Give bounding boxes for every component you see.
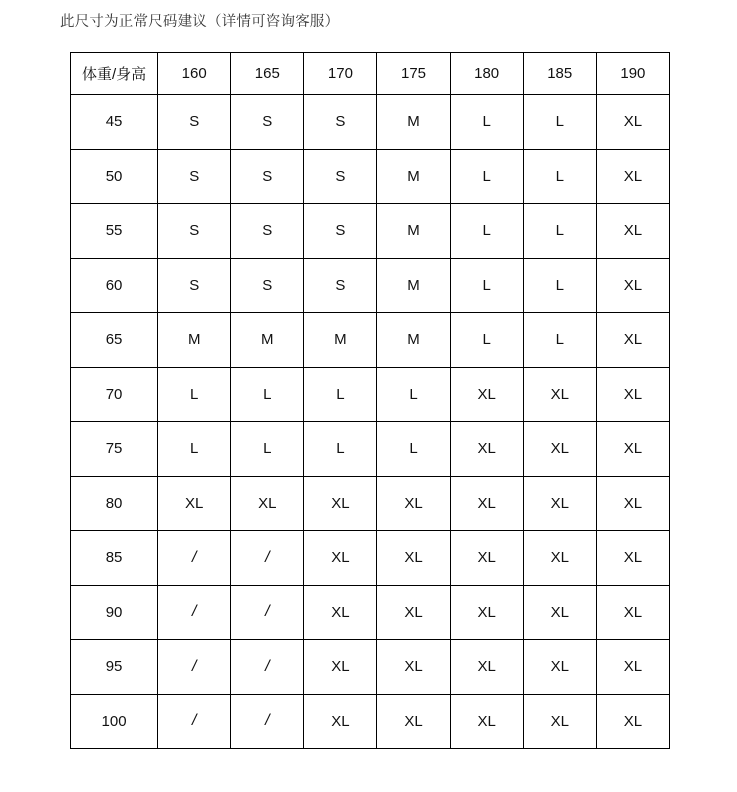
size-cell: L xyxy=(523,313,596,368)
size-cell: XL xyxy=(304,531,377,586)
size-cell: XL xyxy=(450,367,523,422)
size-cell: XL xyxy=(596,585,669,640)
row-weight: 75 xyxy=(71,422,158,477)
size-cell: XL xyxy=(377,640,450,695)
table-row xyxy=(71,204,670,259)
size-table xyxy=(70,52,670,749)
table-body xyxy=(71,95,670,749)
table-row xyxy=(71,694,670,749)
row-weight: 55 xyxy=(71,204,158,259)
size-cell: S xyxy=(231,149,304,204)
table-row xyxy=(71,149,670,204)
size-cell: XL xyxy=(596,149,669,204)
size-cell: XL xyxy=(377,476,450,531)
size-cell: L xyxy=(450,204,523,259)
size-cell: M xyxy=(377,95,450,150)
size-cell: XL xyxy=(523,476,596,531)
size-cell: XL xyxy=(158,476,231,531)
table-header xyxy=(71,53,670,95)
size-cell: XL xyxy=(523,367,596,422)
size-cell: XL xyxy=(304,694,377,749)
size-cell: XL xyxy=(450,694,523,749)
header-height-165: 165 xyxy=(231,53,304,95)
row-weight: 70 xyxy=(71,367,158,422)
table-row xyxy=(71,531,670,586)
size-cell: L xyxy=(158,367,231,422)
size-cell: L xyxy=(523,258,596,313)
row-weight: 65 xyxy=(71,313,158,368)
size-cell: S xyxy=(304,258,377,313)
size-cell: S xyxy=(158,258,231,313)
size-cell: / xyxy=(158,585,231,640)
size-cell: S xyxy=(158,204,231,259)
size-cell: XL xyxy=(450,640,523,695)
size-cell: XL xyxy=(450,476,523,531)
row-weight: 85 xyxy=(71,531,158,586)
size-cell: XL xyxy=(523,585,596,640)
size-cell: XL xyxy=(450,585,523,640)
size-cell: XL xyxy=(450,531,523,586)
size-cell: S xyxy=(158,95,231,150)
size-cell: L xyxy=(231,422,304,477)
size-cell: L xyxy=(231,367,304,422)
size-cell: L xyxy=(158,422,231,477)
header-weight-height: 体重/身高 xyxy=(71,53,158,95)
size-cell: S xyxy=(231,95,304,150)
size-cell: XL xyxy=(523,531,596,586)
size-cell: XL xyxy=(596,422,669,477)
size-cell: XL xyxy=(523,694,596,749)
table-row xyxy=(71,640,670,695)
size-cell: XL xyxy=(231,476,304,531)
size-table-container xyxy=(70,52,670,749)
size-cell: S xyxy=(231,258,304,313)
table-row xyxy=(71,313,670,368)
size-cell: / xyxy=(231,585,304,640)
size-cell: L xyxy=(450,258,523,313)
size-cell: / xyxy=(231,531,304,586)
size-cell: L xyxy=(304,367,377,422)
size-cell: XL xyxy=(304,640,377,695)
table-row xyxy=(71,258,670,313)
size-note: 此尺寸为正常尺码建议（详情可咨询客服） xyxy=(60,14,340,30)
size-cell: L xyxy=(304,422,377,477)
size-cell: L xyxy=(523,204,596,259)
row-weight: 80 xyxy=(71,476,158,531)
size-cell: S xyxy=(158,149,231,204)
table-row xyxy=(71,422,670,477)
size-cell: / xyxy=(158,694,231,749)
size-cell: XL xyxy=(377,585,450,640)
size-cell: XL xyxy=(596,313,669,368)
size-cell: XL xyxy=(596,95,669,150)
size-cell: S xyxy=(304,95,377,150)
size-cell: L xyxy=(450,313,523,368)
table-header-row xyxy=(71,53,670,95)
size-cell: M xyxy=(231,313,304,368)
header-height-190: 190 xyxy=(596,53,669,95)
size-cell: S xyxy=(231,204,304,259)
size-cell: M xyxy=(377,149,450,204)
size-cell: XL xyxy=(596,640,669,695)
size-cell: S xyxy=(304,149,377,204)
size-cell: M xyxy=(304,313,377,368)
size-cell: L xyxy=(377,367,450,422)
size-cell: XL xyxy=(596,367,669,422)
size-cell: XL xyxy=(377,694,450,749)
row-weight: 60 xyxy=(71,258,158,313)
size-cell: M xyxy=(377,258,450,313)
size-cell: XL xyxy=(523,422,596,477)
size-cell: L xyxy=(523,149,596,204)
size-cell: L xyxy=(523,95,596,150)
size-cell: L xyxy=(450,149,523,204)
table-row xyxy=(71,476,670,531)
size-cell: XL xyxy=(596,531,669,586)
size-cell: XL xyxy=(596,694,669,749)
size-cell: S xyxy=(304,204,377,259)
row-weight: 100 xyxy=(71,694,158,749)
header-height-180: 180 xyxy=(450,53,523,95)
size-cell: M xyxy=(158,313,231,368)
size-cell: / xyxy=(158,531,231,586)
row-weight: 50 xyxy=(71,149,158,204)
size-cell: XL xyxy=(304,476,377,531)
size-cell: L xyxy=(377,422,450,477)
size-cell: XL xyxy=(304,585,377,640)
header-height-185: 185 xyxy=(523,53,596,95)
size-cell: XL xyxy=(596,258,669,313)
size-cell: M xyxy=(377,204,450,259)
size-cell: XL xyxy=(523,640,596,695)
size-cell: / xyxy=(158,640,231,695)
size-cell: XL xyxy=(596,476,669,531)
table-row xyxy=(71,367,670,422)
size-cell: / xyxy=(231,640,304,695)
size-cell: M xyxy=(377,313,450,368)
size-cell: / xyxy=(231,694,304,749)
header-height-175: 175 xyxy=(377,53,450,95)
size-cell: XL xyxy=(596,204,669,259)
table-row xyxy=(71,585,670,640)
header-height-160: 160 xyxy=(158,53,231,95)
size-cell: L xyxy=(450,95,523,150)
size-cell: XL xyxy=(450,422,523,477)
row-weight: 90 xyxy=(71,585,158,640)
row-weight: 95 xyxy=(71,640,158,695)
row-weight: 45 xyxy=(71,95,158,150)
table-row xyxy=(71,95,670,150)
header-height-170: 170 xyxy=(304,53,377,95)
size-cell: XL xyxy=(377,531,450,586)
